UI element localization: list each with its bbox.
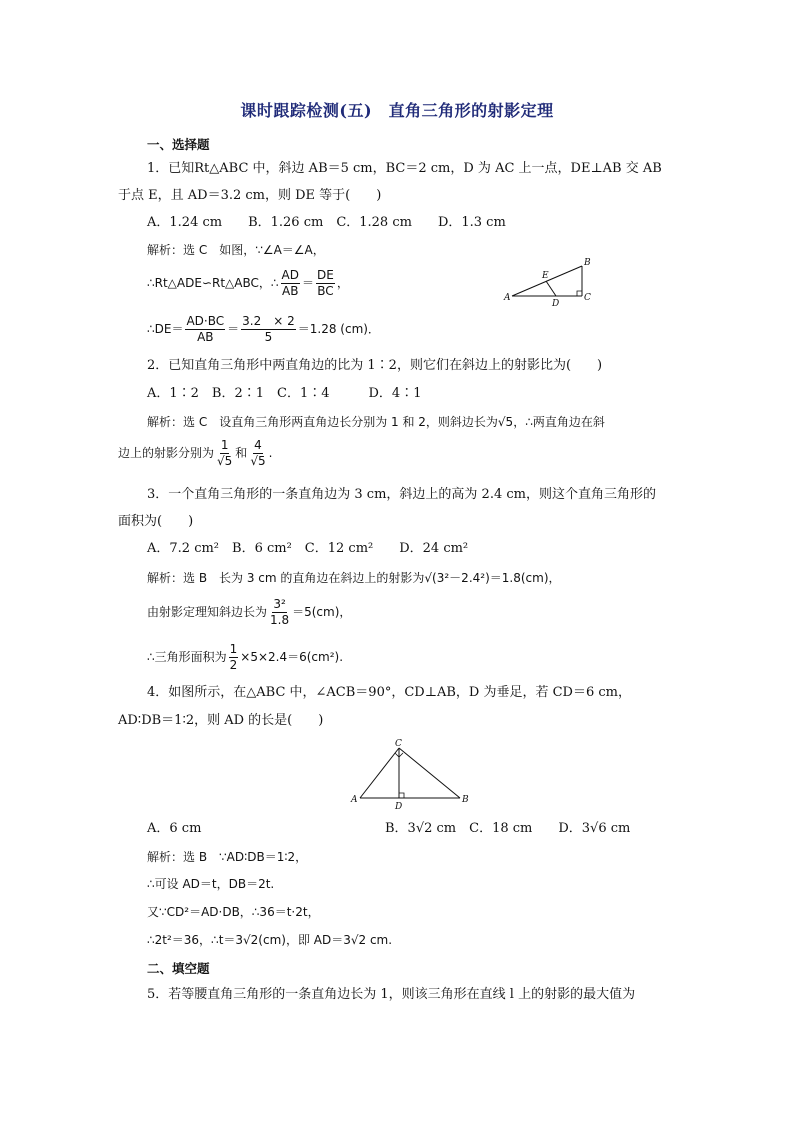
q3-stem-line1: 3．一个直角三角形的一条直角边为 3 cm，斜边上的高为 2.4 cm，则这个直角三角形的 xyxy=(147,487,656,502)
q2-solution-line2: 边上的射影分别为 $\frac{1}{√5}$ 和 $\frac{4}{√5}$ . xyxy=(118,438,273,468)
q4-solution-line4: ∴2t²＝36，∴t＝3√2(cm)，即 AD＝3√2 cm. xyxy=(147,933,393,947)
q4-option-a: A．6 cm xyxy=(147,821,202,836)
q1-label-d: D xyxy=(552,299,560,309)
section-heading-fill: 二、填空题 xyxy=(147,961,210,976)
fraction: $\frac{3.2 \times 2}{5}$ xyxy=(242,314,295,344)
q3-stem-line2: 面积为( ) xyxy=(118,514,194,529)
q4-solution-line2: ∴可设 AD＝t，DB＝2t. xyxy=(147,877,275,891)
q1-label-b: B xyxy=(584,258,591,268)
fraction: $\frac{4}{√5}$ xyxy=(250,438,266,468)
fraction: $\frac{AD\cdot BC}{AB}$ xyxy=(186,314,225,344)
q4-label-c: C xyxy=(395,739,402,749)
q4-label-d: D xyxy=(395,802,403,812)
fraction: $\frac{1}{2}$ xyxy=(229,642,238,672)
fraction: $\frac{DE}{BC}$ xyxy=(316,268,334,298)
fraction: $\frac{\text{3²}}{1.8}$ xyxy=(270,597,290,627)
q1-right-angle-mark xyxy=(577,291,582,296)
q4-label-a: A xyxy=(351,795,358,805)
q4-solution-line3: 又∵CD²＝AD·DB，∴36＝t·2t， xyxy=(147,905,320,919)
q4-triangle-figure xyxy=(348,738,478,814)
q1-stem-line1: 1．已知Rt△ABC 中，斜边 AB＝5 cm，BC＝2 cm，D 为 AC 上一点，DE⊥AB 交 AB xyxy=(147,161,662,176)
q1-triangle-figure xyxy=(500,254,600,310)
q4-right-angle-mark-d xyxy=(399,793,404,798)
q4-stem-line2: AD∶DB＝1∶2，则 AD 的长是( ) xyxy=(118,713,324,728)
q1-solution-line2: ∴Rt△ADE∽Rt△ABC，∴ $\frac{AD}{AB}$ ＝ $\frac{DE}{BC}$ ， xyxy=(147,268,349,298)
q1-solution-line1: 解析：选 C 如图，∵∠A＝∠A， xyxy=(147,243,325,257)
fraction: $\frac{1}{√5}$ xyxy=(217,438,233,468)
q4-label-b: B xyxy=(462,795,469,805)
q1-solution-line3: ∴DE＝ $\frac{AD\cdot BC}{AB}$ ＝ $\frac{3.2 \times 2}{5}$ ＝1.28 (cm)． xyxy=(147,314,380,344)
q2-solution-line1: 解析：选 C 设直角三角形两直角边长分别为 1 和 2，则斜边长为√5，∴两直角边在斜 xyxy=(147,415,605,429)
q4-side-bc xyxy=(399,748,460,798)
section-heading-choice: 一、选择题 xyxy=(147,137,210,152)
q3-solution-line1: 解析：选 B 长为 3 cm 的直角边在斜边上的射影为√(3²－2.4²)＝1.8(cm)， xyxy=(147,571,561,585)
q4-solution-line1: 解析：选 B ∵AD∶DB＝1∶2， xyxy=(147,850,308,864)
q1-label-e: E xyxy=(542,271,549,281)
q2-stem: 2．已知直角三角形中两直角边的比为 1∶2，则它们在斜边上的射影比为( ) xyxy=(147,358,603,373)
q4-options-rest: B．3√2 cm C．18 cm D．3√6 cm xyxy=(385,821,631,836)
q1-segment-de xyxy=(546,281,556,296)
q3-solution-line2: 由射影定理知斜边长为 $\frac{\text{3²}}{1.8}$ ＝5(cm)， xyxy=(147,597,352,627)
q4-side-ac xyxy=(360,748,399,798)
q5-stem: 5．若等腰直角三角形的一条直角边长为 1，则该三角形在直线 l 上的射影的最大值为 xyxy=(147,987,636,1002)
q2-options: A．1∶2 B．2∶1 C．1∶4 D．4∶1 xyxy=(147,386,422,401)
q1-options: A．1.24 cm B．1.26 cm C．1.28 cm D．1.3 cm xyxy=(147,215,506,230)
q1-label-a: A xyxy=(504,293,511,303)
q1-stem-line2: 于点 E，且 AD＝3.2 cm，则 DE 等于( ) xyxy=(118,188,382,203)
q4-stem-line1: 4．如图所示，在△ABC 中，∠ACB＝90°，CD⊥AB，D 为垂足，若 CD＝6 cm， xyxy=(147,685,631,700)
fraction: $\frac{AD}{AB}$ xyxy=(281,268,299,298)
q1-label-c: C xyxy=(584,293,591,303)
q3-options: A．7.2 cm² B．6 cm² C．12 cm² D．24 cm² xyxy=(147,541,469,556)
page-title: 课时跟踪检测(五) 直角三角形的射影定理 xyxy=(240,101,554,120)
q3-solution-line3: ∴三角形面积为 $\frac{1}{2}$ ×5×2.4＝6(cm²). xyxy=(147,642,344,672)
